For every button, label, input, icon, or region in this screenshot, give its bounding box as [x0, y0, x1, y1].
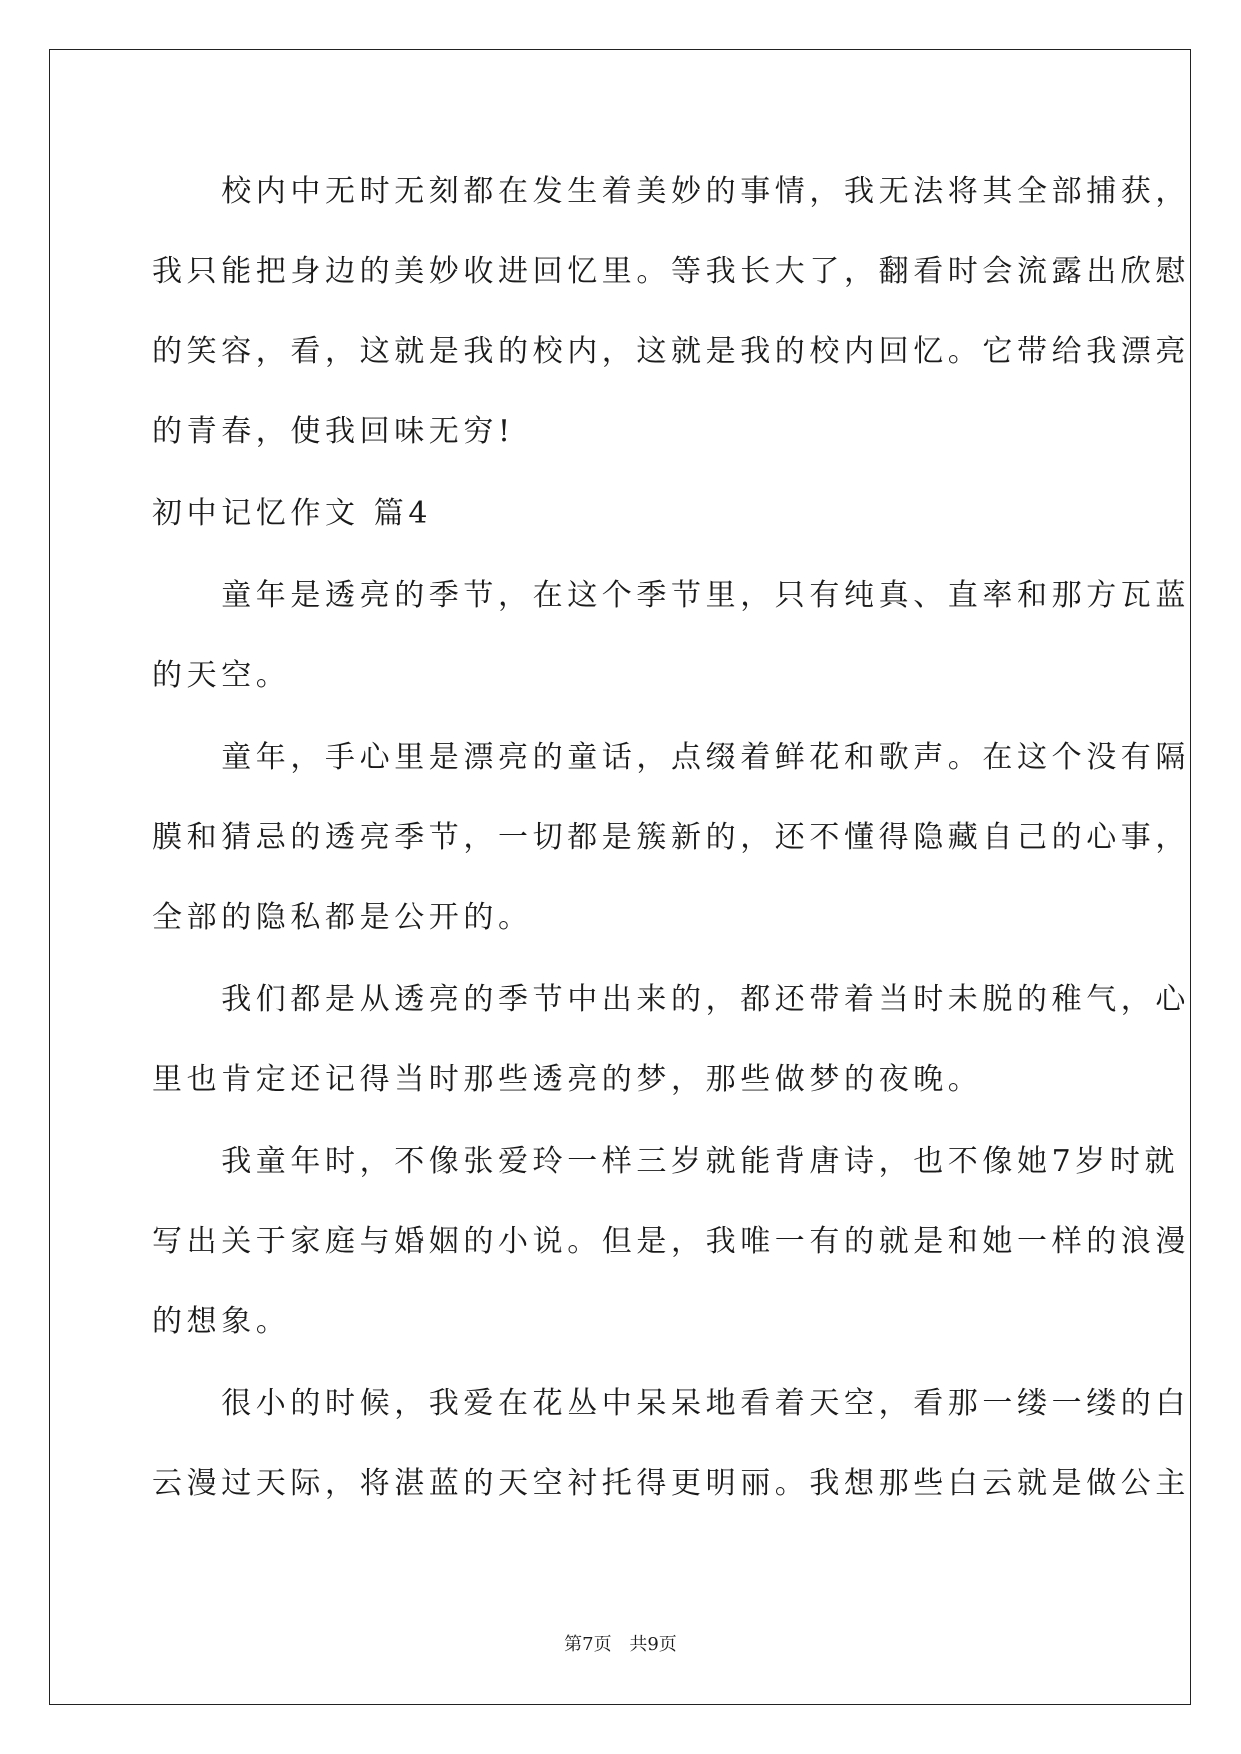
text-line: 的想象。 [152, 1304, 291, 1339]
page-total: 共9页 [629, 1634, 677, 1655]
text-line: 的笑容，看，这就是我的校内，这就是我的校内回忆。它带给我漂亮 [152, 334, 1190, 369]
text-line: 里也肯定还记得当时那些透亮的梦，那些做梦的夜晚。 [152, 1062, 983, 1097]
text-line: 童年，手心里是漂亮的童话，点缀着鲜花和歌声。在这个没有隔 [152, 740, 1190, 775]
page-border [49, 49, 1191, 1705]
text-line: 的天空。 [152, 658, 291, 693]
text-line: 写出关于家庭与婚姻的小说。但是，我唯一有的就是和她一样的浪漫 [152, 1224, 1190, 1259]
page-footer [0, 1630, 1241, 1656]
page-number: 第7页 [564, 1634, 612, 1655]
text-line: 全部的隐私都是公开的。 [152, 900, 533, 935]
text-line: 童年是透亮的季节，在这个季节里，只有纯真、直率和那方瓦蓝 [152, 578, 1190, 613]
text-line: 云漫过天际，将湛蓝的天空衬托得更明丽。我想那些白云就是做公主 [152, 1466, 1190, 1501]
text-line: 校内中无时无刻都在发生着美妙的事情，我无法将其全部捕获， [152, 174, 1190, 209]
text-line: 膜和猜忌的透亮季节，一切都是簇新的，还不懂得隐藏自己的心事， [152, 820, 1190, 855]
text-line: 我童年时，不像张爱玲一样三岁就能背唐诗，也不像她7岁时就 [152, 1144, 1180, 1179]
text-line: 我只能把身边的美妙收进回忆里。等我长大了，翻看时会流露出欣慰 [152, 254, 1190, 289]
text-line: 很小的时候，我爱在花丛中呆呆地看着天空，看那一缕一缕的白 [152, 1386, 1190, 1421]
text-line: 我们都是从透亮的季节中出来的，都还带着当时未脱的稚气，心 [152, 982, 1190, 1017]
section-heading: 初中记忆作文 篇4 [152, 496, 433, 531]
text-line: 的青春，使我回味无穷! [152, 414, 515, 449]
